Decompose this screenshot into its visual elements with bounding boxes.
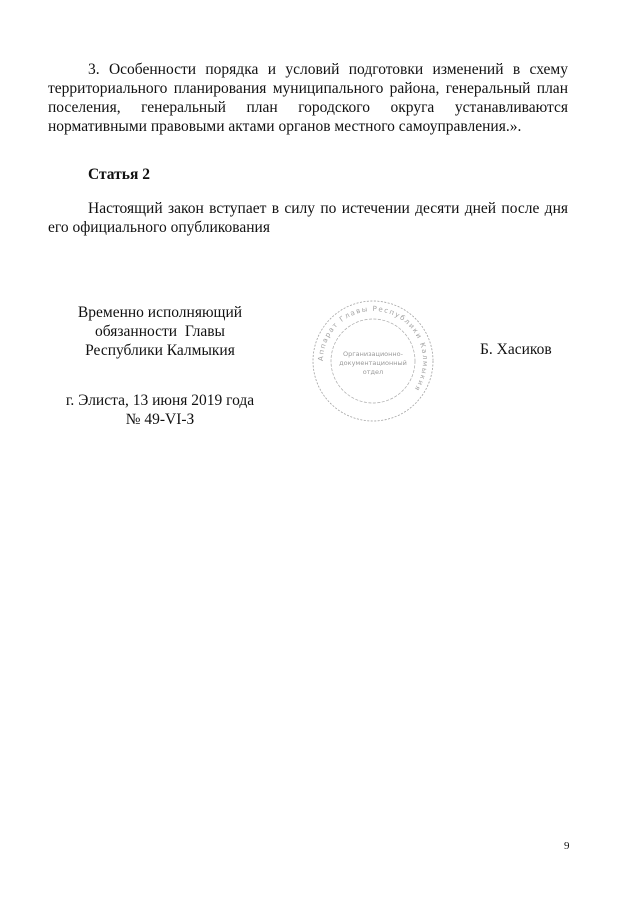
law-number: № 49-VI-З — [125, 411, 195, 428]
paragraph-3: 3. Особенности порядка и условий подготовки изменений в схему территориального планирования муниципального района, генеральный план поселения, генеральный план городского округа устанавливаются нормативными правовыми актами органов местного самоуправления.». — [48, 61, 568, 135]
svg-text:документационный: документационный — [339, 359, 407, 367]
signer-name: Б. Хасиков — [480, 341, 552, 358]
position-line-1: Временно исполняющий — [77, 304, 243, 321]
page-number: 9 — [564, 840, 570, 852]
signatory-position — [50, 303, 270, 360]
place-and-date-block — [50, 391, 270, 429]
position-line-2: обязанности Главы — [95, 323, 225, 340]
position-line-3: Республики Калмыкия — [85, 342, 235, 359]
svg-text:Организационно-: Организационно- — [342, 350, 404, 358]
place-date: г. Элиста, 13 июня 2019 года — [65, 392, 255, 409]
svg-text:Аппарат Главы Республики Калмы: Аппарат Главы Республики Калмыкия — [316, 304, 430, 394]
official-seal-stamp — [308, 296, 438, 426]
article-text: Настоящий закон вступает в силу по истечении десяти дней после дня его официального опубликования — [48, 200, 568, 236]
article-heading: Статья 2 — [88, 166, 150, 183]
svg-text:отдел: отдел — [362, 368, 384, 376]
